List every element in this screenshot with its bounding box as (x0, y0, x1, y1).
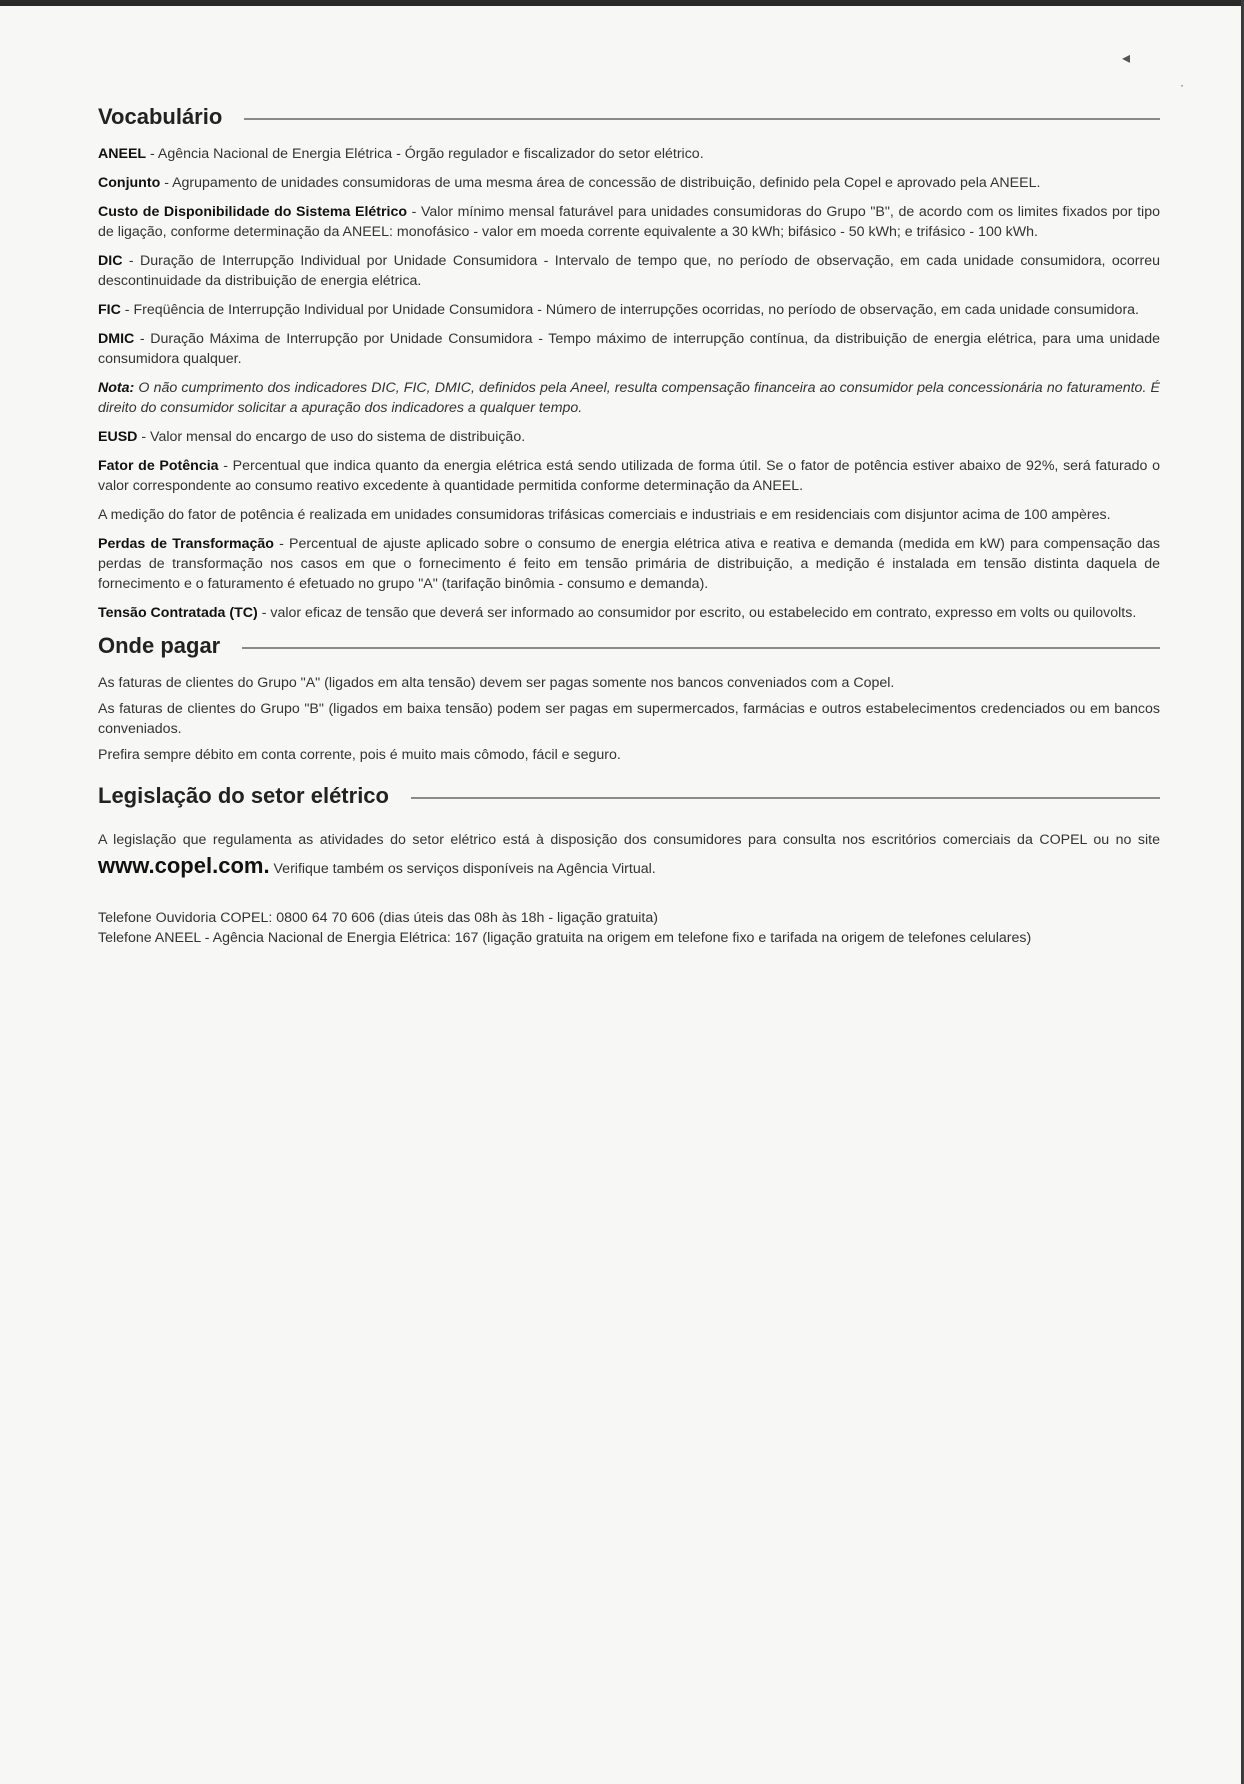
definition: - Duração de Interrupção Individual por Unidade Consumidora - Intervalo de tempo que, no período de observação, em cada unidade consumidora, ocorreu descontinuidade da distribuição de energia elétrica. (98, 253, 1160, 289)
legislacao-text: A legislação que regulamenta as atividades do setor elétrico está à disposição dos consumidores para consulta nos escritórios comerciais da COPEL ou no site (98, 832, 1160, 848)
term: Tensão Contratada (TC) (98, 605, 258, 621)
vocab-entry-fic (98, 300, 1160, 320)
vocabulary-header (98, 104, 1160, 130)
definition: - Percentual que indica quanto da energia elétrica está sendo utilizada de forma útil. Se o fator de potência estiver abaixo de 92%, será faturado o valor correspondente ao consumo reativo excedente à quantidade permitida conforme determinação da ANEEL. (98, 458, 1160, 494)
copel-site-link[interactable]: www.copel.com. (98, 853, 270, 878)
vocab-entry-conjunto (98, 173, 1160, 193)
document-body (98, 104, 1160, 948)
section-divider (244, 118, 1160, 120)
contact-block (98, 908, 1160, 948)
vocab-entry-dmic (98, 329, 1160, 369)
contact-ouvidoria: Telefone Ouvidoria COPEL: 0800 64 70 606 (dias úteis das 08h às 18h - ligação gratuita) (98, 910, 658, 926)
vocab-paragraph-medicao: A medição do fator de potência é realizada em unidades consumidoras trifásicas comerciais e industriais e em residenciais com disjuntor acima de 100 ampères. (98, 507, 1111, 523)
vocab-entry-aneel (98, 144, 1160, 164)
section-title-vocabulary: Vocabulário (98, 104, 223, 129)
term: FIC (98, 302, 121, 318)
note-text: O não cumprimento dos indicadores DIC, FIC, DMIC, definidos pela Aneel, resulta compensação financeira ao consumidor pela concessionária no faturamento. É direito do consumidor solicitar a apuração dos indicadores a qualquer tempo. (98, 380, 1160, 416)
scan-border-top (0, 0, 1244, 6)
section-title-legislacao: Legislação do setor elétrico (98, 783, 389, 808)
onde-pagar-paragraph: As faturas de clientes do Grupo "B" (ligados em baixa tensão) podem ser pagas em supermercados, farmácias e outros estabelecimentos credenciados ou em bancos conveniados. (98, 701, 1160, 737)
term: DIC (98, 253, 123, 269)
term: EUSD (98, 429, 138, 445)
term: Conjunto (98, 175, 161, 191)
legislacao-text: Verifique também os serviços disponíveis na Agência Virtual. (269, 861, 656, 877)
definition: - Percentual de ajuste aplicado sobre o consumo de energia elétrica ativa e reativa e demanda (medida em kW) para compensação das perdas de transformação nos casos em que o fornecimento é feito em tensão primária de distribuição, a medição é instalada em tensão distinta daquela de fornecimento e o faturamento é efetuado no grupo "A" (tarifação binômia - consumo e demanda). (98, 536, 1160, 592)
vocab-entry-perdas-transformacao (98, 534, 1160, 594)
section-divider (242, 647, 1160, 649)
contact-aneel: Telefone ANEEL - Agência Nacional de Energia Elétrica: 167 (ligação gratuita na origem em telefone fixo e tarifada na origem de telefones celulares) (98, 930, 1032, 946)
note-label: Nota: (98, 380, 135, 396)
definition: - Freqüência de Interrupção Individual por Unidade Consumidora - Número de interrupções ocorridas, no período de observação, em cada unidade consumidora. (120, 302, 1139, 318)
definition: - valor eficaz de tensão que deverá ser informado ao consumidor por escrito, ou estabelecido em contrato, expresso em volts ou quilovolts. (257, 605, 1137, 621)
term: Perdas de Transformação (98, 536, 274, 552)
definition: - Valor mínimo mensal faturável para unidades consumidoras do Grupo "B", de acordo com os limites fixados por tipo de ligação, conforme determinação da ANEEL: monofásico - valor em moeda corrente equivalente a 30 kWh; bifásico - 50 kWh; e trifásico - 100 kWh. (98, 204, 1160, 240)
term: DMIC (98, 331, 135, 347)
term: Fator de Potência (98, 458, 219, 474)
vocab-entry-custo-disponibilidade (98, 202, 1160, 242)
vocab-entry-dic (98, 251, 1160, 291)
onde-pagar-paragraph: As faturas de clientes do Grupo "A" (ligados em alta tensão) devem ser pagas somente nos bancos conveniados com a Copel. (98, 675, 895, 691)
vocab-entry-fator-potencia (98, 456, 1160, 496)
section-divider (411, 797, 1160, 799)
definition: - Valor mensal do encargo de uso do sistema de distribuição. (137, 429, 526, 445)
term: Custo de Disponibilidade do Sistema Elétrico (98, 204, 408, 220)
section-title-onde-pagar: Onde pagar (98, 633, 221, 658)
scan-mark-icon: · (1180, 78, 1184, 92)
onde-pagar-paragraph: Prefira sempre débito em conta corrente, pois é muito mais cômodo, fácil e seguro. (98, 747, 621, 763)
definition: - Agência Nacional de Energia Elétrica - Órgão regulador e fiscalizador do setor elétrico. (146, 146, 704, 162)
vocab-entry-tensao-contratada (98, 603, 1160, 623)
definition: - Duração Máxima de Interrupção por Unidade Consumidora - Tempo máximo de interrupção contínua, da distribuição de energia elétrica, para uma unidade consumidora qualquer. (98, 331, 1160, 367)
legislacao-header (98, 783, 1160, 809)
legislacao-paragraph (98, 827, 1160, 882)
scan-mark-icon: ◂ (1122, 50, 1131, 67)
onde-pagar-header (98, 633, 1160, 659)
term: ANEEL (98, 146, 147, 162)
vocab-entry-eusd (98, 427, 1160, 447)
vocab-note (98, 378, 1160, 418)
definition: - Agrupamento de unidades consumidoras de uma mesma área de concessão de distribuição, definido pela Copel e aprovado pela ANEEL. (160, 175, 1041, 191)
